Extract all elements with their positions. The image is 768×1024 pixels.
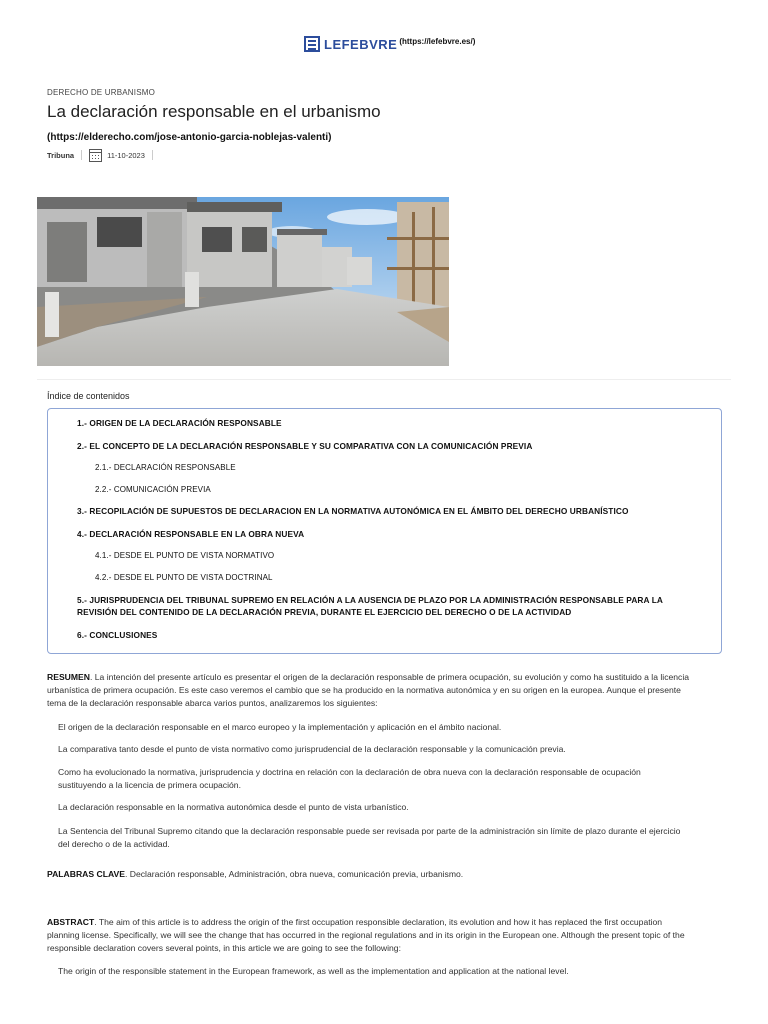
- toc-item-continued[interactable]: REVISIÓN DEL CONTENIDO DE LA DECLARACIÓN PREVIA, DURANTE EL EJERCICIO DEL DERECHO O DE LA ACTIVIDAD: [77, 607, 572, 617]
- list-item-continued: del derecho o de la actividad.: [58, 839, 170, 849]
- resumen-text: . La intención del presente artículo es presentar el origen de la declaración responsable de primera ocupación, su evolución y como ha sustituido a la licencia: [89, 672, 690, 682]
- calendar-icon: [89, 149, 102, 162]
- toc-item[interactable]: 6.- CONCLUSIONES: [77, 630, 158, 640]
- author-link[interactable]: (https://elderecho.com/jose-antonio-garcia-noblejas-valenti): [47, 132, 332, 143]
- list-item: La Sentencia del Tribunal Supremo citando que la declaración responsable puede ser revisada por parte de la administración sin límite de plazo durante el ejercicio: [58, 826, 681, 836]
- article-section[interactable]: Tribuna: [47, 150, 75, 160]
- abstract-text: . The aim of this article is to address the origin of the first occupation responsible declaration, its evolution and how it has replaced the first occupation: [94, 917, 663, 927]
- abstract-line: [47, 916, 662, 929]
- toc-item[interactable]: 4.- DECLARACIÓN RESPONSABLE EN LA OBRA NUEVA: [77, 529, 305, 539]
- article-category[interactable]: DERECHO DE URBANISMO: [47, 88, 156, 97]
- toc-item[interactable]: 1.- ORIGEN DE LA DECLARACIÓN RESPONSABLE: [77, 418, 282, 428]
- list-item: El origen de la declaración responsable en el marco europeo y la implementación y aplicación en el ámbito nacional.: [58, 722, 502, 732]
- toc-subitem[interactable]: 2.2.- COMUNICACIÓN PREVIA: [95, 485, 211, 494]
- resumen-label: RESUMEN: [47, 672, 90, 682]
- toc-item[interactable]: 5.- JURISPRUDENCIA DEL TRIBUNAL SUPREMO EN RELACIÓN A LA AUSENCIA DE PLAZO POR LA ADMINISTRACIÓN RESPONSABLE PARA LA: [77, 595, 663, 605]
- meta-divider: [81, 150, 82, 160]
- toc-label: Índice de contenidos: [47, 391, 130, 401]
- list-item: The origin of the responsible statement in the European framework, as well as the implementation and application at the national level.: [58, 966, 569, 976]
- logo-link[interactable]: (https://lefebvre.es/): [399, 36, 476, 46]
- keywords-text: . Declaración responsable, Administración, obra nueva, comunicación previa, urbanismo.: [124, 869, 464, 879]
- meta-divider: [152, 150, 153, 160]
- toc-subitem[interactable]: 4.2.- DESDE EL PUNTO DE VISTA DOCTRINAL: [95, 573, 273, 582]
- toc-item[interactable]: 2.- EL CONCEPTO DE LA DECLARACIÓN RESPONSABLE Y SU COMPARATIVA CON LA COMUNICACIÓN PREVIA: [77, 441, 533, 451]
- hero-illustration: [37, 197, 449, 366]
- article-meta: [47, 148, 160, 162]
- toc-subitem[interactable]: 2.1.- DECLARACIÓN RESPONSABLE: [95, 463, 236, 472]
- list-item: La declaración responsable en la normativa autonómica desde el punto de vista urbanístico.: [58, 802, 409, 812]
- abstract-label: ABSTRACT: [47, 917, 95, 927]
- list-item: Como ha evolucionado la normativa, jurisprudencia y doctrina en relación con la declaración de obra nueva con la declaración responsable de ocupación: [58, 767, 641, 777]
- abstract-line: planning license. Specifically, we will see the change that has occurred in the regional regulations and in its origin in the European one. Although the present topic of the: [47, 930, 685, 940]
- keywords-label: PALABRAS CLAVE: [47, 869, 125, 879]
- section-divider: [37, 379, 731, 380]
- article-date: 11-10-2023: [107, 150, 145, 160]
- logo-text: LEFEBVRE: [324, 36, 398, 52]
- article-title: La declaración responsable en el urbanismo: [47, 102, 381, 121]
- list-item: La comparativa tanto desde el punto de vista normativo como jurisprudencial de la declaración responsable y la comunicación previa.: [58, 744, 566, 754]
- abstract-line: responsible declaration covers several points, in this article we are going to see the following:: [47, 943, 401, 953]
- resumen-line: [47, 671, 689, 684]
- site-header: [0, 36, 768, 56]
- lefebvre-logo[interactable]: [304, 36, 475, 52]
- lefebvre-logo-icon: [304, 36, 320, 52]
- hero-image-housing-street: [37, 197, 449, 366]
- toc-subitem[interactable]: 4.1.- DESDE EL PUNTO DE VISTA NORMATIVO: [95, 551, 275, 560]
- toc-item[interactable]: 3.- RECOPILACIÓN DE SUPUESTOS DE DECLARACION EN LA NORMATIVA AUTONÓMICA EN EL ÁMBITO DEL DERECHO URBANÍSTICO: [77, 506, 629, 516]
- resumen-line: tema de la declaración responsable abarca varios puntos, analizaremos los siguientes:: [47, 698, 378, 708]
- keywords-line: [47, 868, 463, 881]
- list-item-continued: sustituyendo a la licencia de primera ocupación.: [58, 780, 241, 790]
- resumen-line: urbanística de primera ocupación. Es este caso veremos el cambio que se ha producido en la normativa autonómica y en su origen en la europea. Aunque el presente: [47, 685, 681, 695]
